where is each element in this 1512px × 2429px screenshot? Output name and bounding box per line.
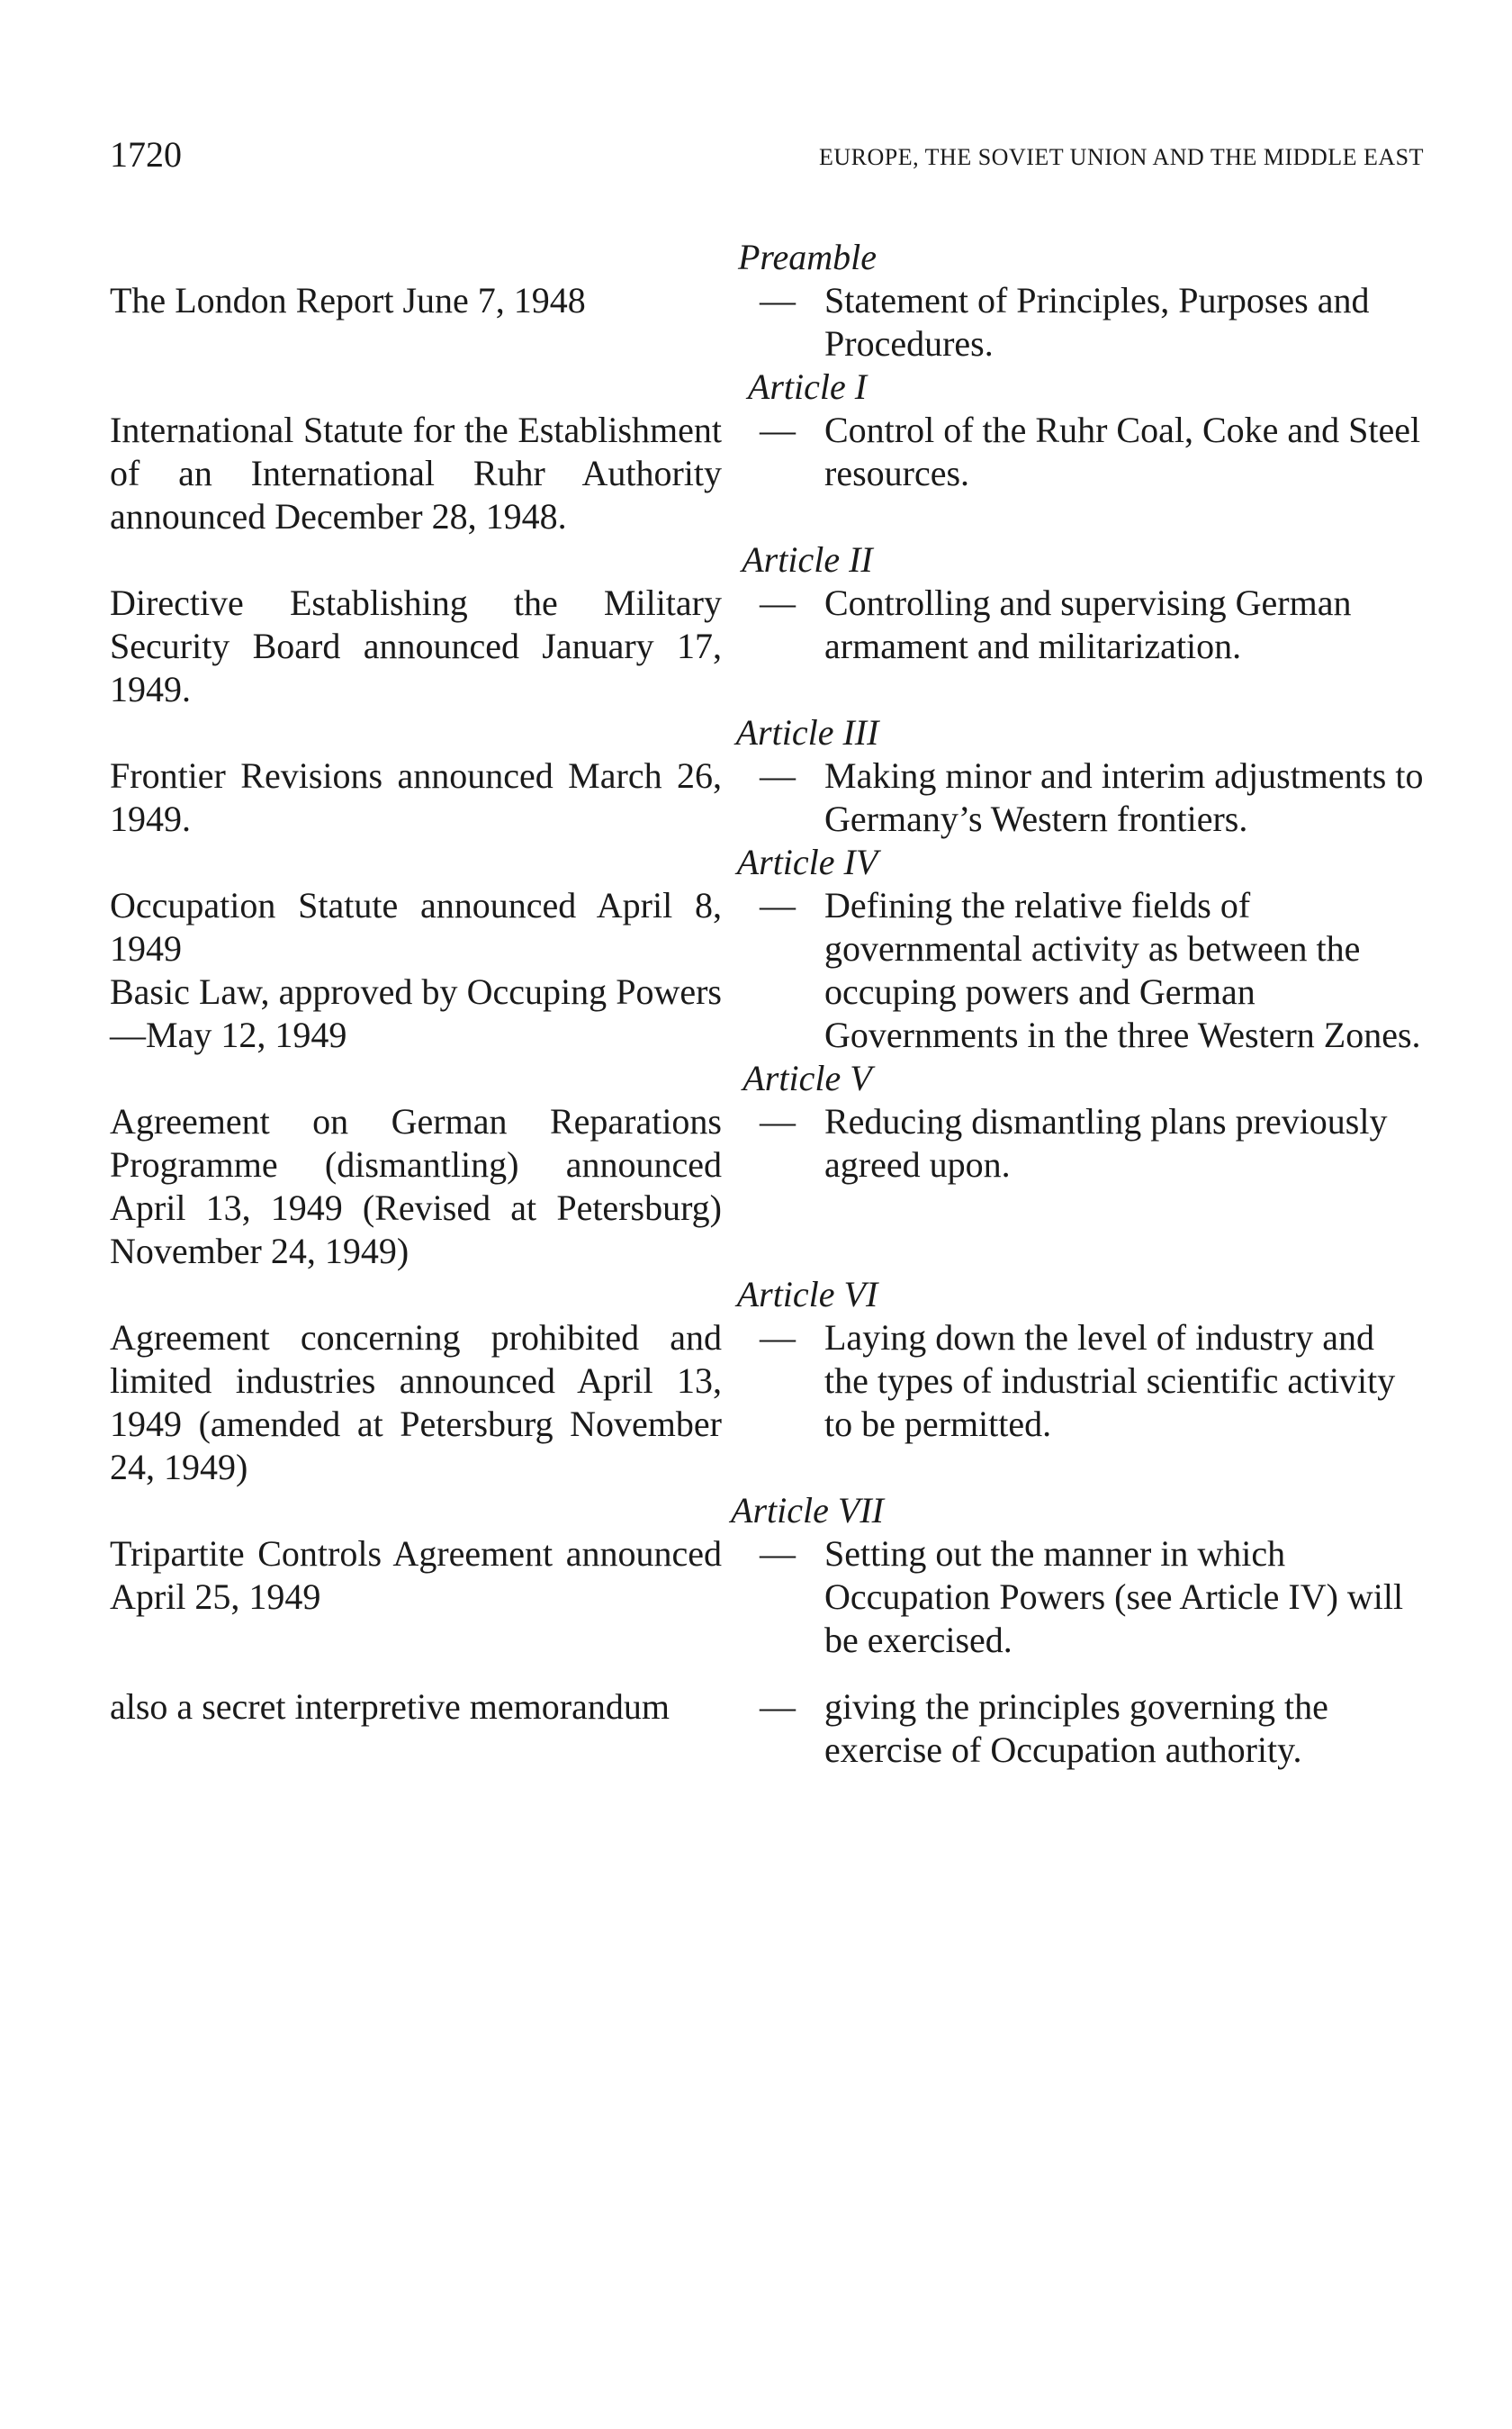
- entry-description: Statement of Principles, Purposes and Procedures.: [824, 280, 1370, 364]
- entry-dash: —: [760, 1317, 796, 1358]
- entry-dash: —: [760, 280, 796, 321]
- entry-document-title: [110, 1685, 722, 1729]
- article-section: [110, 236, 1424, 366]
- entry-description: giving the principles governing the exercise of Occupation authority.: [824, 1686, 1328, 1770]
- entry-description: Control of the Ruhr Coal, Coke and Steel resources.: [824, 410, 1421, 493]
- entry-description: Making minor and interim adjustments to Germany’s Western frontiers.: [824, 755, 1424, 839]
- entry-document-title: [110, 1532, 722, 1619]
- entry-document-title: [110, 582, 722, 711]
- entry-title-line: International Statute for the Establishment of an International Ruhr Authority announced December 28, 1948.: [110, 410, 722, 537]
- entry-dash: —: [760, 582, 796, 623]
- document-entry: [110, 1100, 1424, 1273]
- entry-document-title: [110, 884, 722, 1057]
- entry-description: Controlling and supervising German armament and militarization.: [824, 582, 1352, 666]
- entry-dash: —: [760, 410, 796, 450]
- running-title: EUROPE, THE SOVIET UNION AND THE MIDDLE EAST: [819, 144, 1424, 170]
- section-heading: Article V: [742, 1058, 872, 1098]
- entry-description: Setting out the manner in which Occupation Powers (see Article IV) will be exercised.: [824, 1533, 1404, 1660]
- document-body: [110, 236, 1424, 1772]
- section-heading: Article I: [747, 366, 868, 407]
- section-heading: Article III: [735, 712, 879, 753]
- entry-dash: —: [760, 1686, 796, 1727]
- entry-dash: —: [760, 1101, 796, 1142]
- entry-title-line: also a secret interpretive memorandum: [110, 1686, 670, 1727]
- entry-dash: —: [760, 1533, 796, 1574]
- document-entry: [110, 279, 1424, 366]
- entry-title-line: Directive Establishing the Military Security Board announced January 17, 1949.: [110, 582, 722, 709]
- document-entry: [110, 884, 1424, 1057]
- document-entry: [110, 1532, 1424, 1662]
- article-section: [110, 366, 1424, 538]
- document-entry: [110, 582, 1424, 711]
- entry-title-line: Occupation Statute announced April 8, 1949: [110, 885, 722, 969]
- section-heading: Article VII: [731, 1490, 884, 1531]
- section-heading: Article IV: [736, 842, 878, 882]
- entry-title-line: Frontier Revisions announced March 26, 1949.: [110, 755, 722, 839]
- section-heading: Article VI: [736, 1274, 878, 1314]
- article-section: [110, 1273, 1424, 1489]
- entry-document-title: [110, 409, 722, 538]
- document-entry: [110, 1685, 1424, 1772]
- entry-title-line: The London Report June 7, 1948: [110, 280, 586, 321]
- entry-title-line: Basic Law, approved by Occuping Powers—May 12, 1949: [110, 971, 722, 1055]
- article-section: [110, 1489, 1424, 1772]
- section-heading: Preamble: [737, 237, 878, 277]
- entry-dash: —: [760, 755, 796, 796]
- entry-description: Laying down the level of industry and the types of industrial scientific activity to be permitted.: [824, 1317, 1396, 1444]
- entry-title-line: Agreement concerning prohibited and limited industries announced April 13, 1949 (amended at Petersburg November 24, 1949): [110, 1317, 722, 1487]
- entry-description: Defining the relative fields of governmental activity as between the occuping powers and German Governments in the three Western Zones.: [824, 885, 1421, 1055]
- entry-description: Reducing dismantling plans previously agreed upon.: [824, 1101, 1388, 1185]
- entry-document-title: [110, 1100, 722, 1273]
- entry-document-title: [110, 1316, 722, 1489]
- document-entry: [110, 754, 1424, 841]
- entry-title-line: Tripartite Controls Agreement announced April 25, 1949: [110, 1533, 722, 1617]
- entry-dash: —: [760, 885, 796, 926]
- section-heading: Article II: [742, 539, 873, 580]
- entry-document-title: [110, 754, 722, 841]
- article-section: [110, 1057, 1424, 1273]
- entry-document-title: [110, 279, 722, 322]
- article-section: [110, 711, 1424, 841]
- page-number: 1720: [110, 134, 182, 175]
- document-entry: [110, 409, 1424, 538]
- document-entry: [110, 1316, 1424, 1489]
- article-section: [110, 841, 1424, 1057]
- entry-title-line: Agreement on German Reparations Programme (dismantling) announced April 13, 1949 (Revised at Petersburg) November 24, 1949): [110, 1101, 722, 1271]
- article-section: [110, 538, 1424, 711]
